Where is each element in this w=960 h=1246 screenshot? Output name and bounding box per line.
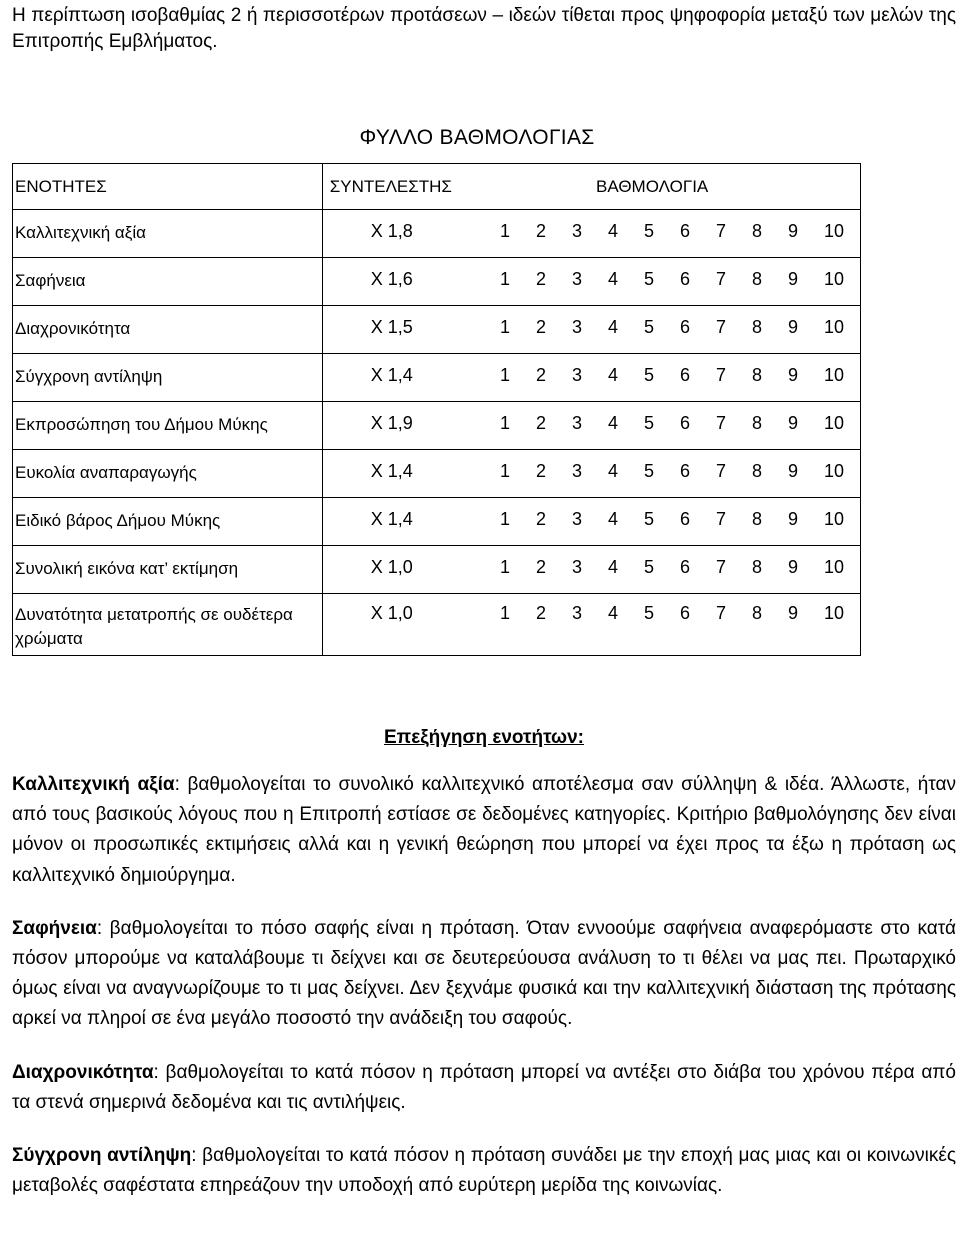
coefficient-value: Χ 1,6 <box>370 269 413 289</box>
grading-cell <box>484 402 861 450</box>
coefficient-cell <box>322 306 484 354</box>
grade-option[interactable]: 9 <box>788 509 799 529</box>
grade-option[interactable]: 6 <box>680 509 691 529</box>
coefficient-cell <box>322 354 484 402</box>
grade-option[interactable]: 3 <box>572 413 583 433</box>
grading-cell <box>484 258 861 306</box>
table-row <box>13 402 861 450</box>
coefficient-value: Χ 1,9 <box>370 413 413 433</box>
grade-option[interactable]: 8 <box>752 365 763 385</box>
grade-option[interactable]: 6 <box>680 269 691 289</box>
grade-option[interactable]: 7 <box>716 221 727 241</box>
grading-cell <box>484 546 861 594</box>
grade-option[interactable]: 3 <box>572 603 583 623</box>
grading-cell <box>484 450 861 498</box>
grade-option[interactable]: 1 <box>500 365 511 385</box>
grade-option[interactable]: 5 <box>644 509 655 529</box>
explanation-title: Επεξήγηση ενοτήτων: <box>383 727 584 748</box>
coefficient-cell <box>322 258 484 306</box>
section-cell <box>13 402 323 450</box>
grade-option[interactable]: 8 <box>752 461 763 481</box>
intro-paragraph <box>12 3 956 55</box>
section-label: Δυνατότητα μετατροπής σε ουδέτερα χρώματα <box>15 605 293 648</box>
grade-option[interactable]: 1 <box>500 461 511 481</box>
grade-option[interactable]: 3 <box>572 557 583 577</box>
table-header-row <box>13 164 861 210</box>
coefficient-cell <box>322 498 484 546</box>
grade-option[interactable]: 7 <box>716 365 727 385</box>
paragraph-modern-perception: Σύγχρονη αντίληψη: βαθμολογείται το κατά πόσον η πρόταση συνάδει με την εποχή μας μιας και οι κοινωνικές μεταβολές σαφέστατα επηρεάζουν την υποδοχή από ευρύτερη μερίδα της κοινωνίας. <box>12 1145 956 1197</box>
grade-option[interactable]: 4 <box>608 603 619 623</box>
grade-option[interactable]: 5 <box>644 557 655 577</box>
section-label: Καλλιτεχνική αξία <box>15 223 146 242</box>
coefficient-value: Χ 1,0 <box>370 603 413 623</box>
grade-option[interactable]: 6 <box>680 413 691 433</box>
intro-text: Η περίπτωση ισοβαθμίας 2 ή περισσοτέρων προτάσεων – ιδεών τίθεται προς ψηφοφορία μεταξύ των μελών της Επιτροπής Εμβλήματος. <box>12 5 956 52</box>
grade-option[interactable]: 1 <box>500 221 511 241</box>
grade-option[interactable]: 9 <box>788 365 799 385</box>
sheet-title: ΦΥΛΛΟ ΒΑΘΜΟΛΟΓΙΑΣ <box>359 126 595 149</box>
grade-option[interactable]: 8 <box>752 317 763 337</box>
section-label: Συνολική εικόνα κατ’ εκτίμηση <box>15 559 239 578</box>
section-cell <box>13 546 323 594</box>
grade-option[interactable]: 9 <box>788 461 799 481</box>
grading-cell <box>484 354 861 402</box>
grade-option[interactable]: 2 <box>536 461 547 481</box>
grade-option[interactable]: 6 <box>680 461 691 481</box>
grade-option[interactable]: 2 <box>536 603 547 623</box>
grade-option[interactable]: 10 <box>824 461 845 481</box>
grade-option[interactable]: 1 <box>500 317 511 337</box>
grade-option[interactable]: 10 <box>824 317 845 337</box>
header-sections: ΕΝΟΤΗΤΕΣ <box>13 164 323 210</box>
grade-option[interactable]: 5 <box>644 365 655 385</box>
section-cell <box>13 498 323 546</box>
section-label: Εκπροσώπηση του Δήμου Μύκης <box>15 415 268 434</box>
grade-option[interactable]: 10 <box>824 557 845 577</box>
grade-option[interactable]: 3 <box>572 461 583 481</box>
grade-option[interactable]: 3 <box>572 365 583 385</box>
grade-option[interactable]: 8 <box>752 509 763 529</box>
paragraph-timelessness: Διαχρονικότητα: βαθμολογείται το κατά πόσον η πρόταση μπορεί να αντέξει στο διάβα του χρόνου πέρα από τα στενά σημερινά δεδομένα και τις αντιλήψεις. <box>12 1061 956 1113</box>
section-cell <box>13 306 323 354</box>
table-row <box>13 546 861 594</box>
section-cell <box>13 594 323 656</box>
table-row <box>13 258 861 306</box>
grade-option[interactable]: 1 <box>500 557 511 577</box>
grade-option[interactable]: 6 <box>680 221 691 241</box>
table-row <box>13 594 861 656</box>
coefficient-cell <box>322 594 484 656</box>
section-cell <box>13 450 323 498</box>
grade-option[interactable]: 5 <box>644 221 655 241</box>
header-coefficient: ΣΥΝΤΕΛΕΣΤΗΣ <box>322 164 484 210</box>
grade-option[interactable]: 4 <box>608 221 619 241</box>
section-cell <box>13 258 323 306</box>
grading-cell <box>484 210 861 258</box>
grade-option[interactable]: 2 <box>536 509 547 529</box>
grade-option[interactable]: 9 <box>788 317 799 337</box>
grade-option[interactable]: 5 <box>644 461 655 481</box>
grade-option[interactable]: 3 <box>572 317 583 337</box>
section-label: Σύγχρονη αντίληψη <box>15 367 163 386</box>
grade-option[interactable]: 3 <box>572 221 583 241</box>
grade-option[interactable]: 7 <box>716 413 727 433</box>
grade-option[interactable]: 8 <box>752 603 763 623</box>
grade-option[interactable]: 4 <box>608 461 619 481</box>
coefficient-value: Χ 1,4 <box>370 461 413 481</box>
section-cell <box>13 210 323 258</box>
grade-option[interactable]: 1 <box>500 413 511 433</box>
grade-option[interactable]: 8 <box>752 413 763 433</box>
grade-option[interactable]: 2 <box>536 269 547 289</box>
grading-cell <box>484 306 861 354</box>
section-label: Ειδικό βάρος Δήμου Μύκης <box>15 511 221 530</box>
coefficient-value: Χ 1,5 <box>370 317 413 337</box>
header-grading: ΒΑΘΜΟΛΟΓΙΑ <box>484 164 861 210</box>
grade-option[interactable]: 5 <box>644 603 655 623</box>
grade-option[interactable]: 4 <box>608 317 619 337</box>
grade-option[interactable]: 4 <box>608 365 619 385</box>
grade-option[interactable]: 2 <box>536 413 547 433</box>
grade-option[interactable]: 7 <box>716 461 727 481</box>
coefficient-cell <box>322 546 484 594</box>
grade-option[interactable]: 8 <box>752 221 763 241</box>
table-row <box>13 450 861 498</box>
grade-option[interactable]: 2 <box>536 365 547 385</box>
grade-option[interactable]: 3 <box>572 509 583 529</box>
grade-option[interactable]: 6 <box>680 603 691 623</box>
grade-option[interactable]: 7 <box>716 603 727 623</box>
grade-option[interactable]: 1 <box>500 509 511 529</box>
grade-option[interactable]: 9 <box>788 221 799 241</box>
table-row <box>13 354 861 402</box>
grade-option[interactable]: 4 <box>608 557 619 577</box>
grade-option[interactable]: 10 <box>824 603 845 623</box>
grade-option[interactable]: 10 <box>824 365 845 385</box>
grade-option[interactable]: 5 <box>644 269 655 289</box>
paragraph-artistic-value: Καλλιτεχνική αξία: βαθμολογείται το συνολικό καλλιτεχνικό αποτέλεσμα σαν σύλληψη & ιδέα. Άλλωστε, ήταν από τους βασικούς λόγους που η Επιτροπή εστίασε σε δεδομένες κατηγορίες. Κριτήριο βαθμολόγησης δεν είναι μόνον οι προσωπικές εκτιμήσεις αλλά και η γενική θεώρηση που μπορεί να έχει προς τα έξω η πρόταση ως καλλιτεχνικό δημιούργημα. <box>12 774 956 886</box>
grade-option[interactable]: 4 <box>608 413 619 433</box>
grade-option[interactable]: 10 <box>824 509 845 529</box>
table-row <box>13 498 861 546</box>
grade-option[interactable]: 4 <box>608 509 619 529</box>
section-label: Διαχρονικότητα <box>15 319 131 338</box>
coefficient-cell <box>322 402 484 450</box>
grade-option[interactable]: 6 <box>680 557 691 577</box>
grade-option[interactable]: 7 <box>716 269 727 289</box>
coefficient-value: Χ 1,8 <box>370 221 413 241</box>
explanation-paragraphs <box>12 770 956 1224</box>
coefficient-value: Χ 1,4 <box>370 509 413 529</box>
table-row <box>13 210 861 258</box>
grade-option[interactable]: 3 <box>572 269 583 289</box>
scoring-table <box>12 163 861 656</box>
grade-option[interactable]: 8 <box>752 557 763 577</box>
grade-option[interactable]: 6 <box>680 317 691 337</box>
grade-option[interactable]: 7 <box>716 317 727 337</box>
grading-cell <box>484 594 861 656</box>
section-label: Σαφήνεια <box>15 271 86 290</box>
coefficient-cell <box>322 210 484 258</box>
grade-option[interactable]: 9 <box>788 603 799 623</box>
grade-option[interactable]: 10 <box>824 221 845 241</box>
paragraph-clarity: Σαφήνεια: βαθμολογείται το πόσο σαφής είναι η πρόταση. Όταν εννοούμε σαφήνεια αναφερόμαστε στο κατά πόσον μπορούμε να καταλάβουμε τι δείχνει και σε δευτερεύουσα ανάλυση το τι θέλει να μας πει. Πρωταρχικό όμως είναι να αναγνωρίζουμε το τι μας δείχνει. Δεν ξεχνάμε φυσικά και την καλλιτεχνική διάσταση της πρότασης αρκεί να πληροί σε ένα μεγάλο ποσοστό την ανάδειξη του σαφούς. <box>12 917 956 1030</box>
coefficient-cell <box>322 450 484 498</box>
grade-option[interactable]: 9 <box>788 557 799 577</box>
grade-option[interactable]: 1 <box>500 269 511 289</box>
grade-option[interactable]: 8 <box>752 269 763 289</box>
grade-option[interactable]: 2 <box>536 317 547 337</box>
coefficient-value: Χ 1,0 <box>370 557 413 577</box>
grade-option[interactable]: 10 <box>824 269 845 289</box>
grade-option[interactable]: 7 <box>716 509 727 529</box>
grade-option[interactable]: 7 <box>716 557 727 577</box>
grade-option[interactable]: 9 <box>788 269 799 289</box>
grade-option[interactable]: 6 <box>680 365 691 385</box>
coefficient-value: Χ 1,4 <box>370 365 413 385</box>
section-label: Ευκολία αναπαραγωγής <box>15 463 197 482</box>
grade-option[interactable]: 1 <box>500 603 511 623</box>
grade-option[interactable]: 9 <box>788 413 799 433</box>
grade-option[interactable]: 5 <box>644 413 655 433</box>
grade-option[interactable]: 4 <box>608 269 619 289</box>
section-cell <box>13 354 323 402</box>
grade-option[interactable]: 10 <box>824 413 845 433</box>
grading-cell <box>484 498 861 546</box>
grade-option[interactable]: 5 <box>644 317 655 337</box>
grade-option[interactable]: 2 <box>536 221 547 241</box>
grade-option[interactable]: 2 <box>536 557 547 577</box>
table-row <box>13 306 861 354</box>
